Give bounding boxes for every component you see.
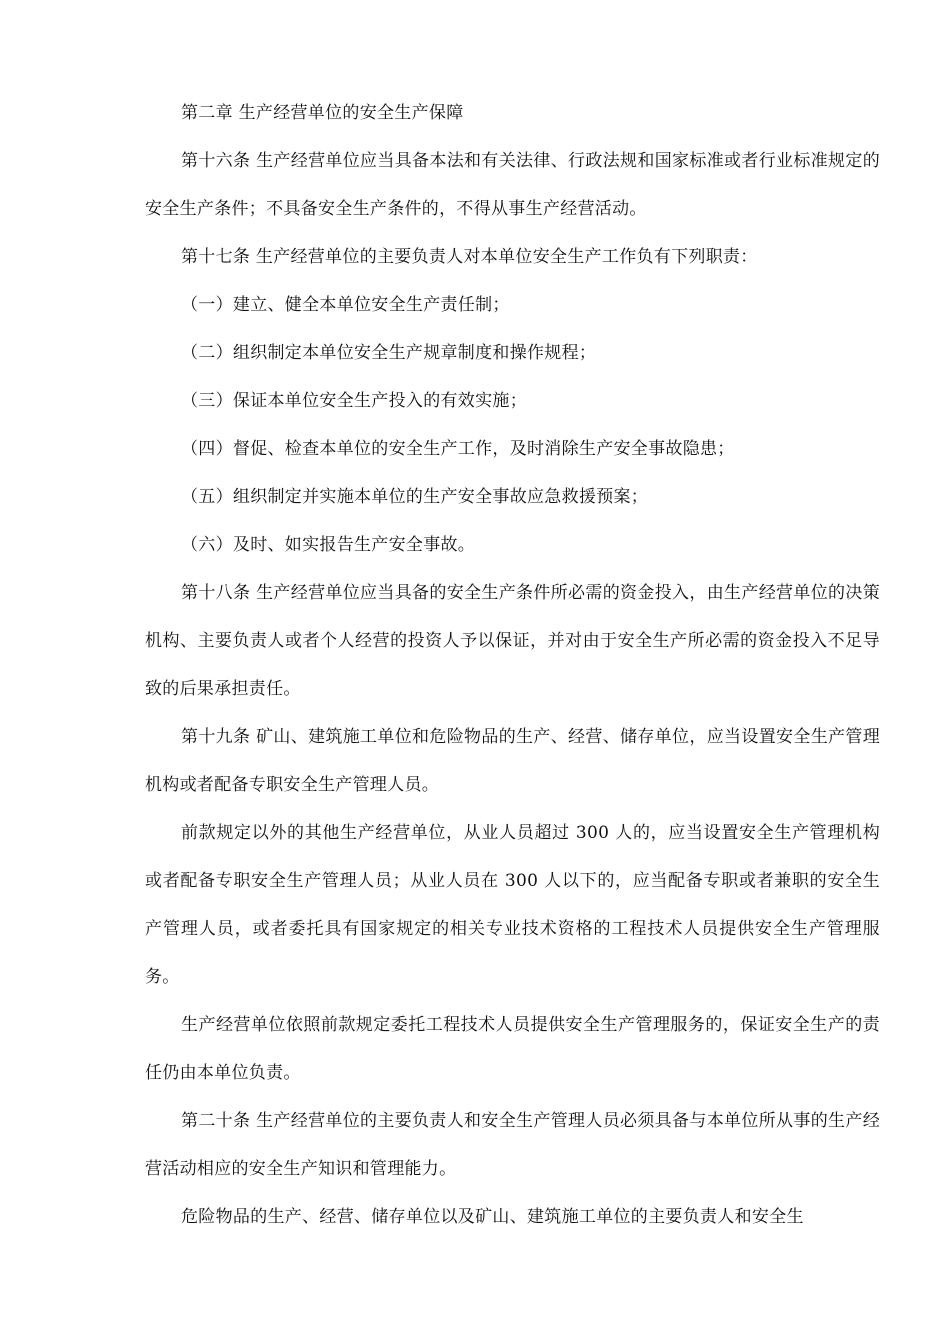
article-16: 第十六条 生产经营单位应当具备本法和有关法律、行政法规和国家标准或者行业标准规定的安全生产条件；不具备安全生产条件的，不得从事生产经营活动。 xyxy=(145,151,880,219)
duty-item-4: （四）督促、检查本单位的安全生产工作，及时消除生产安全事故隐患； xyxy=(181,439,735,459)
duty-item-3: （三）保证本单位安全生产投入的有效实施； xyxy=(181,391,527,411)
chapter-title: 第二章 生产经营单位的安全生产保障 xyxy=(181,103,464,123)
article-18: 第十八条 生产经营单位应当具备的安全生产条件所必需的资金投入，由生产经营单位的决策机构、主要负责人或者个人经营的投资人予以保证，并对由于安全生产所必需的资金投入不足导致的后果承担责任。 xyxy=(145,583,880,699)
duty-item-2: （二）组织制定本单位安全生产规章制度和操作规程； xyxy=(181,343,597,363)
article-19: 第十九条 矿山、建筑施工单位和危险物品的生产、经营、储存单位，应当设置安全生产管理机构或者配备专职安全生产管理人员。 xyxy=(145,727,880,795)
article-17: 第十七条 生产经营单位的主要负责人对本单位安全生产工作负有下列职责： xyxy=(181,247,758,267)
duty-item-5: （五）组织制定并实施本单位的生产安全事故应急救援预案； xyxy=(181,487,649,507)
duty-item-6: （六）及时、如实报告生产安全事故。 xyxy=(181,535,476,555)
article-20-paragraph-2: 危险物品的生产、经营、储存单位以及矿山、建筑施工单位的主要负责人和安全生 xyxy=(181,1207,804,1227)
article-20: 第二十条 生产经营单位的主要负责人和安全生产管理人员必须具备与本单位所从事的生产经营活动相应的安全生产知识和管理能力。 xyxy=(145,1111,880,1179)
duty-item-1: （一）建立、健全本单位安全生产责任制； xyxy=(181,295,510,315)
article-19-paragraph-2: 前款规定以外的其他生产经营单位，从业人员超过 300 人的，应当设置安全生产管理机构或者配备专职安全生产管理人员；从业人员在 300 人以下的，应当配备专职或者兼职的安全生产管理人员，或者委托具有国家规定的相关专业技术资格的工程技术人员提供安全生产管理服务。 xyxy=(145,823,880,987)
article-19-paragraph-3: 生产经营单位依照前款规定委托工程技术人员提供安全生产管理服务的，保证安全生产的责任仍由本单位负责。 xyxy=(145,1015,880,1083)
